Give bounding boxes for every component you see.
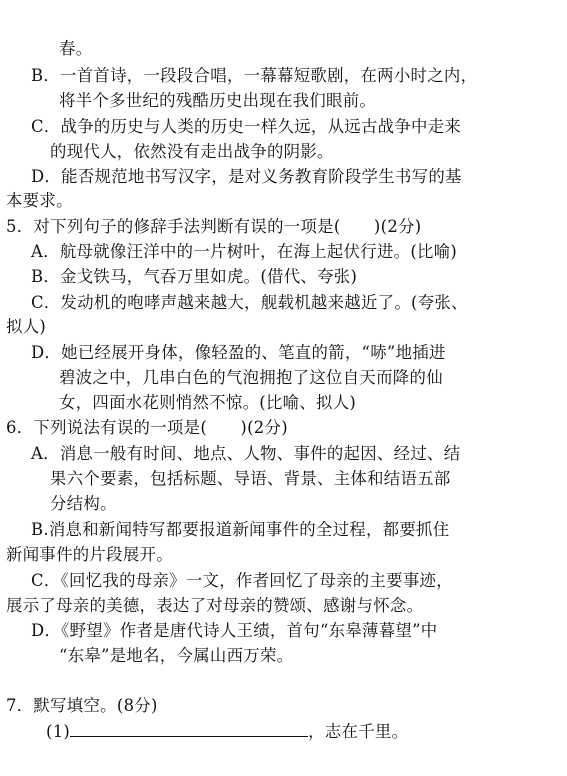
text-line: C．发动机的咆哮声越来越大，舰载机越来越近了。(夸张、 <box>31 293 468 312</box>
text-line: 拟人) <box>6 317 47 336</box>
text-line: B．一首首诗，一段段合唱，一幕幕短歌剧，在两小时之内， <box>31 66 478 85</box>
text-line: 新闻事件的片段展开。 <box>6 545 173 564</box>
text-line: B.消息和新闻特写都要报道新闻事件的全过程，都要抓住 <box>31 520 450 539</box>
text-line: 将半个多世纪的残酷历史出现在我们眼前。 <box>59 91 377 110</box>
fill-blank-line <box>46 721 408 743</box>
text-line: D．能否规范地书写汉字，是对义务教育阶段学生书写的基 <box>31 167 462 186</box>
text-line: C．战争的历史与人类的历史一样久远，从远古战争中走来 <box>31 117 462 136</box>
question-title: 6．下列说法有误的一项是( )(2分) <box>6 418 288 437</box>
text-line: D．《野望》作者是唐代诗人王绩，首句“东皋薄暮望”中 <box>31 621 438 640</box>
question-title: 7．默写填空。(8分) <box>6 696 158 715</box>
text-line: D．她已经展开身体，像轻盈的、笔直的箭，“哧”地插进 <box>31 343 446 362</box>
question-title: 5．对下列句子的修辞手法判断有误的一项是( )(2分) <box>6 217 422 236</box>
text-line: 本要求。 <box>6 191 73 210</box>
text-line: A．消息一般有时间、地点、人物、事件的起因、经过、结 <box>31 444 461 463</box>
text-line: A．航母就像汪洋中的一片树叶，在海上起伏行进。(比喻) <box>31 242 458 261</box>
text-line: 果六个要素，包括标题、导语、背景、主体和结语五部 <box>50 469 451 488</box>
text-line: 的现代人，依然没有走出战争的阴影。 <box>50 142 334 161</box>
fill-prefix: (1) <box>46 722 71 741</box>
fill-suffix: ，志在千里。 <box>308 722 409 741</box>
text-line: 女，四面水花则悄然不惊。(比喻、拟人) <box>59 393 357 412</box>
text-line: 春。 <box>59 39 93 58</box>
text-line: 碧波之中，几串白色的气泡拥抱了这位自天而降的仙 <box>59 368 443 387</box>
text-line: “东皋”是地名，今属山西万荣。 <box>59 646 294 665</box>
text-line: B．金戈铁马，气吞万里如虎。(借代、夸张) <box>31 267 358 286</box>
answer-blank[interactable] <box>70 721 308 737</box>
text-line: 展示了母亲的美德，表达了对母亲的赞颂、感谢与怀念。 <box>6 596 424 615</box>
text-line: 分结构。 <box>50 494 117 513</box>
text-line: C．《回忆我的母亲》一文，作者回忆了母亲的主要事迹， <box>31 571 453 590</box>
